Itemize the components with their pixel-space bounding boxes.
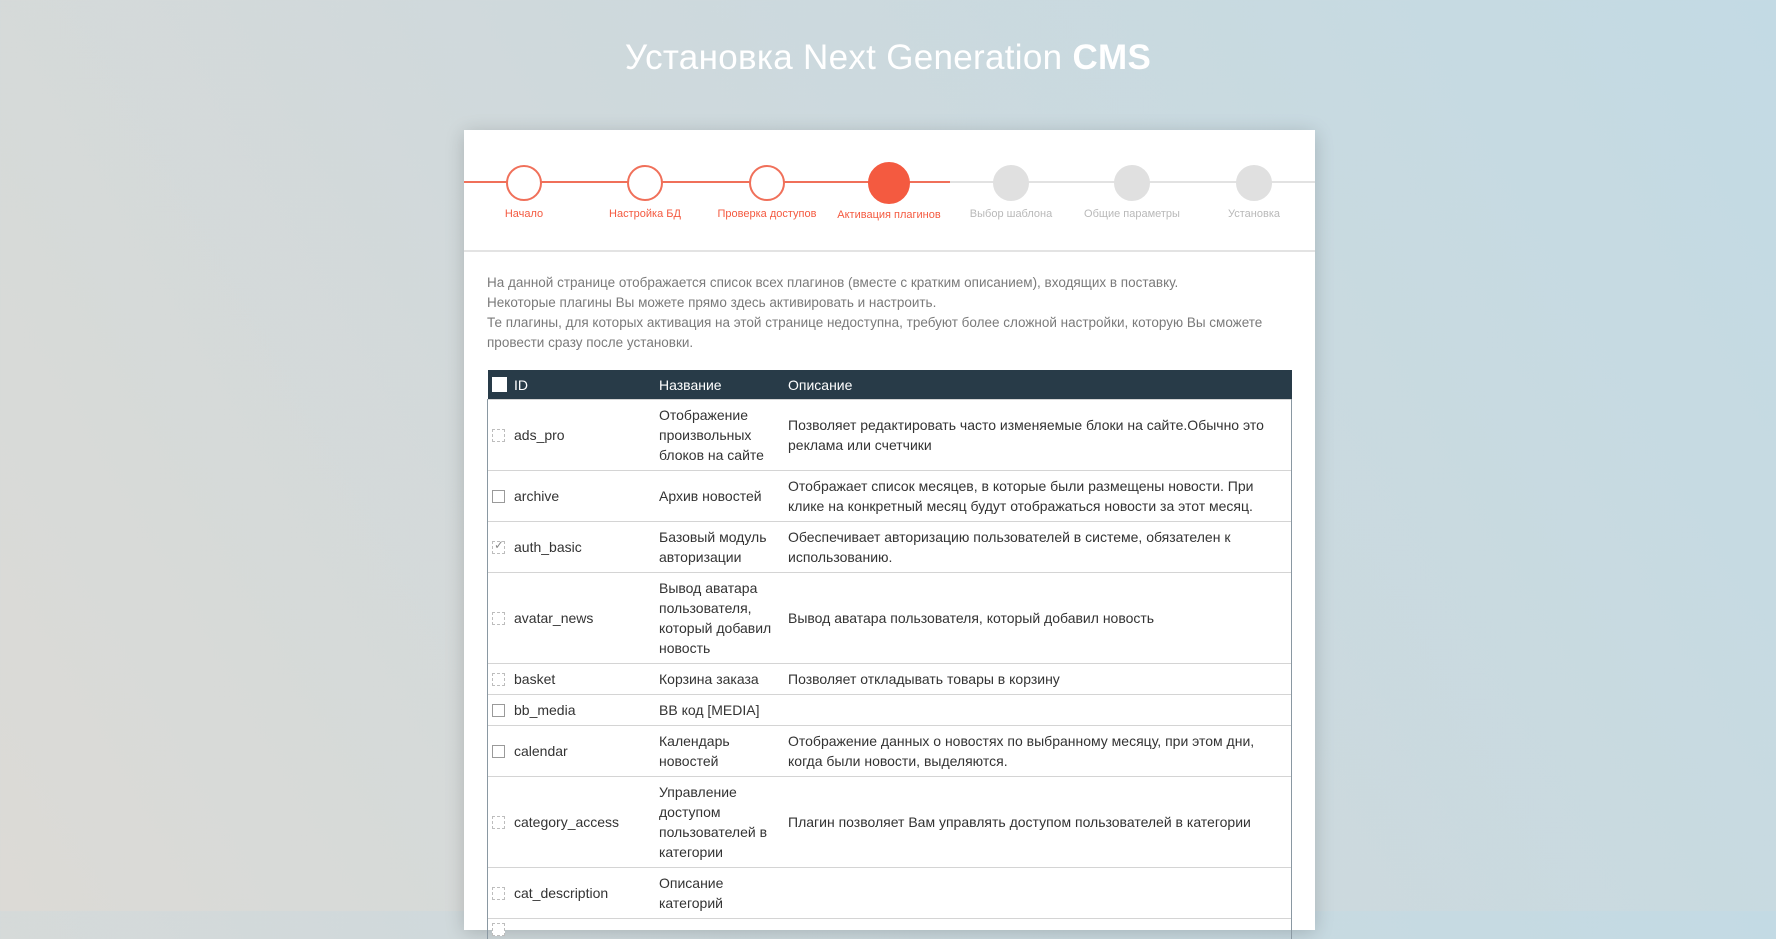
step-circle bbox=[1114, 165, 1150, 201]
plugin-description: Плагин позволяет Вам управлять доступом пользователей в категории bbox=[784, 777, 1292, 868]
plugin-id: bb_media bbox=[510, 695, 655, 726]
plugin-id: archive bbox=[510, 471, 655, 522]
plugin-id: auth_basic bbox=[510, 522, 655, 573]
plugin-checkbox bbox=[492, 816, 505, 829]
plugin-id bbox=[510, 919, 655, 939]
page-title bbox=[0, 38, 1776, 78]
table-row bbox=[488, 573, 1292, 664]
step-label: Начало bbox=[464, 208, 584, 220]
plugin-checkbox bbox=[492, 541, 505, 554]
plugin-description: Вывод аватара пользователя, который добавил новость bbox=[784, 573, 1292, 664]
table-row bbox=[488, 777, 1292, 868]
plugin-id: cat_description bbox=[510, 868, 655, 919]
plugins-table bbox=[487, 370, 1292, 939]
plugin-checkbox[interactable] bbox=[492, 745, 505, 758]
table-row bbox=[488, 522, 1292, 573]
plugin-name: Базовый модуль авторизации bbox=[655, 522, 784, 573]
plugin-name: BB код [MEDIA] bbox=[655, 695, 784, 726]
intro-line: На данной странице отображается список всех плагинов (вместе с кратким описанием), входящих в поставку. bbox=[487, 273, 1287, 293]
step-template-select bbox=[951, 130, 1071, 220]
header-id: ID bbox=[510, 370, 655, 400]
plugin-checkbox bbox=[492, 673, 505, 686]
title-prefix: Установка bbox=[625, 38, 803, 77]
intro-line: Те плагины, для которых активация на этой странице недоступна, требуют более сложной настройки, которую Вы сможете провести сразу после установки. bbox=[487, 313, 1287, 353]
step-circle bbox=[868, 162, 910, 204]
table-row bbox=[488, 919, 1292, 939]
table-row bbox=[488, 726, 1292, 777]
plugin-checkbox[interactable] bbox=[492, 704, 505, 717]
step-circle bbox=[627, 165, 663, 201]
plugin-name: Вывод аватара пользователя, который добавил новость bbox=[655, 573, 784, 664]
plugin-id: ads_pro bbox=[510, 400, 655, 471]
title-ext: ext bbox=[829, 38, 887, 77]
plugin-description: Отображает список месяцев, в которые были размещены новости. При клике на конкретный месяц будут отображаться новости за этот месяц. bbox=[784, 471, 1292, 522]
header-name: Название bbox=[655, 370, 784, 400]
plugin-name: Календарь новостей bbox=[655, 726, 784, 777]
plugin-id: category_access bbox=[510, 777, 655, 868]
plugin-name: Управление доступом пользователей в категории bbox=[655, 777, 784, 868]
progress-steps bbox=[464, 130, 1315, 252]
title-g: G bbox=[886, 38, 914, 77]
step-circle bbox=[506, 165, 542, 201]
intro-line: Некоторые плагины Вы можете прямо здесь активировать и настроить. bbox=[487, 293, 1287, 313]
plugin-description bbox=[784, 919, 1292, 939]
step-access-check bbox=[707, 130, 827, 220]
step-label: Активация плагинов bbox=[829, 209, 949, 221]
select-all-checkbox[interactable] bbox=[492, 377, 507, 392]
table-row bbox=[488, 664, 1292, 695]
step-label: Установка bbox=[1194, 208, 1314, 220]
step-start bbox=[464, 130, 584, 220]
checkmark-icon: ✓ bbox=[494, 538, 504, 552]
plugin-id: basket bbox=[510, 664, 655, 695]
step-circle bbox=[1236, 165, 1272, 201]
step-db-setup bbox=[585, 130, 705, 220]
step-label: Общие параметры bbox=[1072, 208, 1192, 220]
step-plugin-activation bbox=[829, 130, 949, 221]
plugin-name: Описание категорий bbox=[655, 868, 784, 919]
table-header-row bbox=[488, 370, 1292, 400]
plugin-name: Отображение произвольных блоков на сайте bbox=[655, 400, 784, 471]
title-cms: CMS bbox=[1072, 38, 1151, 77]
step-circle bbox=[993, 165, 1029, 201]
title-eneration: eneration bbox=[914, 38, 1073, 77]
step-label: Настройка БД bbox=[585, 208, 705, 220]
plugin-description bbox=[784, 695, 1292, 726]
plugin-checkbox bbox=[492, 923, 505, 936]
table-row bbox=[488, 695, 1292, 726]
step-label: Выбор шаблона bbox=[951, 208, 1071, 220]
plugin-description: Позволяет откладывать товары в корзину bbox=[784, 664, 1292, 695]
plugin-checkbox bbox=[492, 887, 505, 900]
plugin-name bbox=[655, 919, 784, 939]
plugin-description: Отображение данных о новостях по выбранному месяцу, при этом дни, когда были новости, выделяются. bbox=[784, 726, 1292, 777]
table-row bbox=[488, 471, 1292, 522]
step-circle bbox=[749, 165, 785, 201]
header-description: Описание bbox=[784, 370, 1292, 400]
plugin-id: calendar bbox=[510, 726, 655, 777]
plugin-name: Корзина заказа bbox=[655, 664, 784, 695]
plugin-description: Позволяет редактировать часто изменяемые блоки на сайте.Обычно это реклама или счетчики bbox=[784, 400, 1292, 471]
step-label: Проверка доступов bbox=[707, 208, 827, 220]
title-n: N bbox=[803, 38, 829, 77]
select-all-cell bbox=[488, 370, 511, 400]
plugin-checkbox bbox=[492, 429, 505, 442]
plugin-description: Обеспечивает авторизацию пользователей в системе, обязателен к использованию. bbox=[784, 522, 1292, 573]
plugin-checkbox[interactable] bbox=[492, 490, 505, 503]
step-install bbox=[1194, 130, 1314, 220]
intro-text bbox=[487, 273, 1287, 353]
plugin-checkbox bbox=[492, 612, 505, 625]
table-row bbox=[488, 400, 1292, 471]
plugin-name: Архив новостей bbox=[655, 471, 784, 522]
plugin-id: avatar_news bbox=[510, 573, 655, 664]
step-general-params bbox=[1072, 130, 1192, 220]
installer-card bbox=[464, 130, 1315, 930]
